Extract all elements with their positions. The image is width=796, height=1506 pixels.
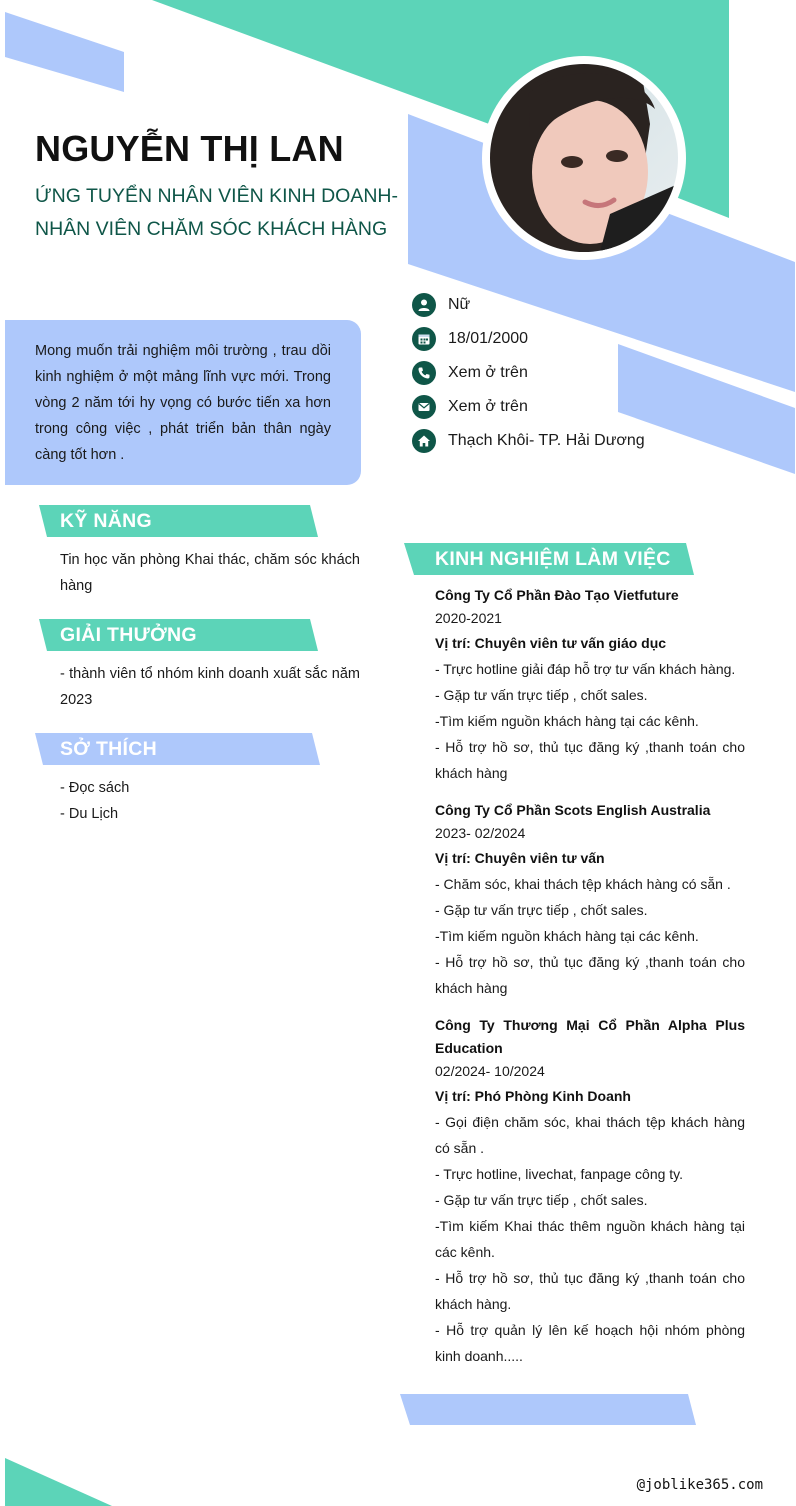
job-role: Vị trí: Phó Phòng Kinh Doanh <box>435 1088 631 1104</box>
address-value: Thạch Khôi- TP. Hải Dương <box>448 432 645 449</box>
phone-value: Xem ở trên <box>448 364 528 381</box>
email-value: Xem ở trên <box>448 398 528 415</box>
hobby-item: - Du Lịch <box>60 806 119 822</box>
portrait-illustration <box>490 64 678 252</box>
experience-list <box>435 584 745 1382</box>
objective-text: Mong muốn trải nghiệm môi trường , trau dồi kinh nghiệm ở một mảng lĩnh vực mới. Trong vòng 2 năm tới hy vọng có bước tiến xa hơn trong công việc , phát triển bản thân ngày càng tốt hơn . <box>35 343 331 463</box>
job-entry <box>435 799 745 1001</box>
contact-gender <box>412 288 645 322</box>
contact-birthdate <box>412 322 645 356</box>
profile-photo <box>482 56 686 260</box>
skills-heading: KỸ NĂNG <box>60 510 153 532</box>
job-role: Vị trí: Chuyên viên tư vấn <box>435 850 605 866</box>
contact-address <box>412 424 645 458</box>
awards-text: - thành viên tổ nhóm kinh doanh xuất sắc năm 2023 <box>60 666 360 708</box>
job-duty: - Hỗ trợ quản lý lên kế hoạch hội nhóm phòng kinh doanh..... <box>435 1322 745 1364</box>
experience-heading: KINH NGHIỆM LÀM VIỆC <box>435 548 671 570</box>
job-duty: - Hỗ trợ hồ sơ, thủ tục đăng ký ,thanh toán cho khách hàng <box>435 739 745 781</box>
applied-position: ỨNG TUYỂN NHÂN VIÊN KINH DOANH- NHÂN VIÊN CHĂM SÓC KHÁCH HÀNG <box>35 185 398 240</box>
job-duty: - Hỗ trợ hồ sơ, thủ tục đăng ký ,thanh toán cho khách hàng. <box>435 1270 745 1312</box>
mail-icon <box>412 395 436 419</box>
job-duty: - Trực hotline giải đáp hỗ trợ tư vấn khách hàng. <box>435 661 736 677</box>
person-icon <box>412 293 436 317</box>
job-period: 02/2024- 10/2024 <box>435 1063 545 1079</box>
awards-heading: GIẢI THƯỞNG <box>60 624 197 646</box>
job-duty: - Gặp tư vấn trực tiếp , chốt sales. <box>435 687 648 703</box>
skills-text: Tin học văn phòng Khai thác, chăm sóc khách hàng <box>60 552 360 594</box>
job-duty: -Tìm kiếm nguồn khách hàng tại các kênh. <box>435 928 699 944</box>
contact-phone <box>412 356 645 390</box>
job-entry <box>435 1014 745 1369</box>
footer-watermark: @joblike365.com <box>636 1477 763 1493</box>
job-duty: - Trực hotline, livechat, fanpage công ty. <box>435 1166 684 1182</box>
job-company: Công Ty Cổ Phần Đào Tạo Vietfuture <box>435 587 679 603</box>
job-period: 2020-2021 <box>435 610 502 626</box>
job-duty: - Hỗ trợ hồ sơ, thủ tục đăng ký ,thanh toán cho khách hàng <box>435 954 745 996</box>
job-entry <box>435 584 745 786</box>
job-duty: - Chăm sóc, khai thách tệp khách hàng có sẵn . <box>435 876 731 892</box>
job-duty: - Gọi điện chăm sóc, khai thách tệp khách hàng có sẵn . <box>435 1114 745 1156</box>
contact-info <box>412 288 645 458</box>
job-period: 2023- 02/2024 <box>435 825 526 841</box>
contact-email <box>412 390 645 424</box>
job-duty: -Tìm kiếm nguồn khách hàng tại các kênh. <box>435 713 699 729</box>
hobbies-heading: SỞ THÍCH <box>60 738 158 760</box>
job-duty: -Tìm kiếm Khai thác thêm nguồn khách hàng tại các kênh. <box>435 1218 745 1260</box>
job-duty: - Gặp tư vấn trực tiếp , chốt sales. <box>435 1192 648 1208</box>
hobby-item: - Đọc sách <box>60 780 130 796</box>
birthdate-value: 18/01/2000 <box>448 330 529 347</box>
job-role: Vị trí: Chuyên viên tư vấn giáo dục <box>435 635 667 651</box>
gender-value: Nữ <box>448 296 471 313</box>
phone-icon <box>412 361 436 385</box>
job-duty: - Gặp tư vấn trực tiếp , chốt sales. <box>435 902 648 918</box>
hobbies-list <box>60 775 360 827</box>
bottom-right-blue-band <box>400 1394 696 1425</box>
career-objective <box>5 320 361 485</box>
calendar-icon <box>412 327 436 351</box>
bottom-left-mint-corner <box>5 1458 112 1506</box>
job-company: Công Ty Thương Mại Cổ Phần Alpha Plus Education <box>435 1017 745 1056</box>
candidate-name: NGUYỄN THỊ LAN <box>35 128 344 169</box>
job-company: Công Ty Cổ Phần Scots English Australia <box>435 802 711 818</box>
home-icon <box>412 429 436 453</box>
top-left-blue-band <box>5 12 124 92</box>
